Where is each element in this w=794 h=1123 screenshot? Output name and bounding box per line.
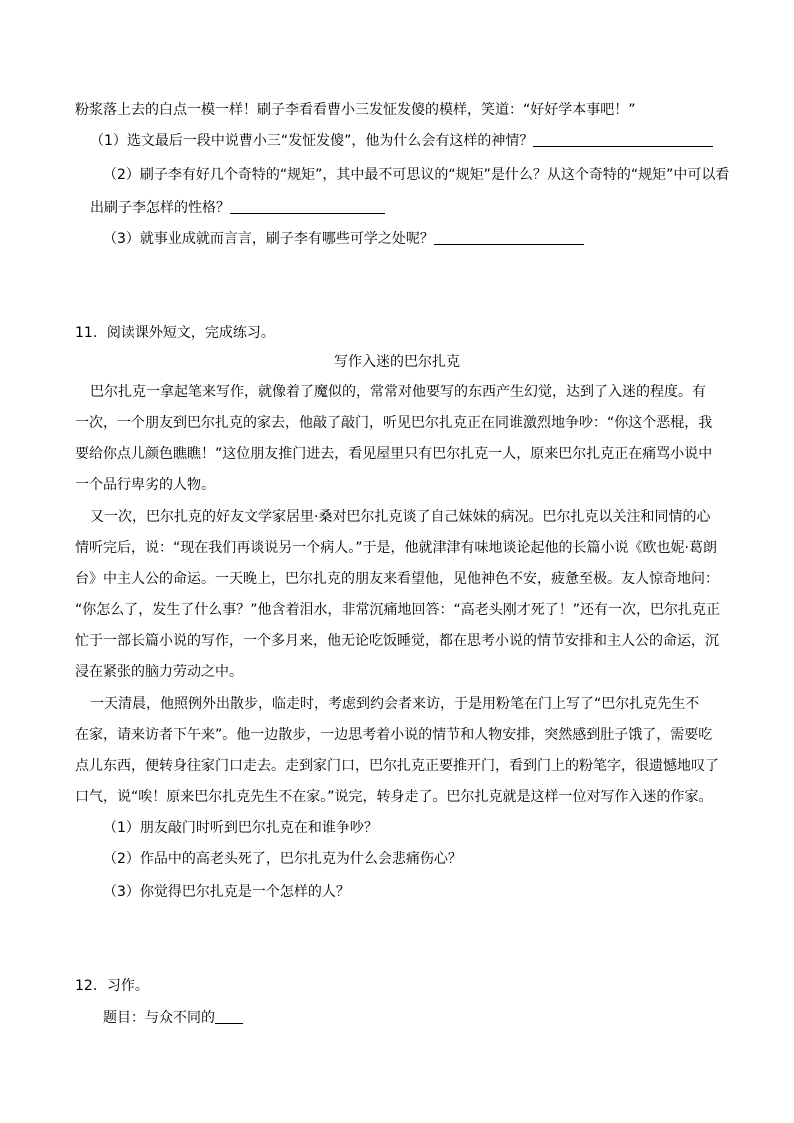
paragraph-line: 点儿东西，便转身往家门口走去。走到家门口，巴尔扎克正要推开门，看到门上的粉笔字，很遗憾地叹了 bbox=[75, 758, 719, 774]
q11-subquestion-2: （2）作品中的高老头死了，巴尔扎克为什么会悲痛伤心？ bbox=[103, 851, 462, 867]
paragraph-line: 一个品行卑劣的人物。 bbox=[75, 477, 215, 493]
answer-blank[interactable] bbox=[230, 199, 385, 214]
q11-subquestion-3: （3）你觉得巴尔扎克是一个怎样的人？ bbox=[103, 884, 350, 900]
q11-heading: 11．阅读课外短文，完成练习。 bbox=[75, 325, 275, 341]
paragraph-line: “你怎么了，发生了什么事？”他含着泪水，非常沉痛地回答：“高老头刚才死了！”还有一次，巴尔扎克正 bbox=[75, 602, 721, 618]
q10-passage-tail: 粉浆落上去的白点一模一样！刷子李看看曹小三发怔发傻的模样，笑道：“好好学本事吧！” bbox=[75, 102, 636, 118]
q12-heading: 12．习作。 bbox=[75, 978, 149, 994]
paragraph-line: 口气，说“唉！原来巴尔扎克先生不在家。”说完，转身走了。巴尔扎克就是这样一位对写作入迷的作家。 bbox=[75, 789, 713, 805]
answer-blank[interactable] bbox=[215, 1009, 243, 1024]
answer-blank[interactable] bbox=[434, 230, 584, 245]
q10-subquestion-2-line2: 出刷子李怎样的性格？ bbox=[0, 198, 794, 218]
paragraph-line: 忙于一部长篇小说的写作，一个多月来，他无论吃饭睡觉，都在思考小说的情节安排和主人公的命运，沉 bbox=[75, 633, 719, 649]
paragraph-line: 情听完后，说：“现在我们再谈说另一个病人。”于是，他就津津有味地谈论起他的长篇小说《欧也妮·葛朗 bbox=[75, 540, 717, 556]
q12-topic: 题目：与众不同的 bbox=[0, 1008, 794, 1028]
q11-subquestion-1: （1）朋友敲门时听到巴尔扎克在和谁争吵？ bbox=[103, 820, 378, 836]
paragraph-line: 浸在紧张的脑力劳动之中。 bbox=[75, 664, 243, 680]
answer-blank[interactable] bbox=[533, 132, 713, 147]
paragraph-line: 巴尔扎克一拿起笔来写作，就像着了魔似的，常常对他要写的东西产生幻觉，达到了入迷的程度。有 bbox=[90, 384, 706, 400]
q10-subquestion-2-line1: （2）刷子李有好几个奇特的“规矩”，其中最不可思议的“规矩”是什么？从这个奇特的“规矩”中可以看 bbox=[103, 167, 730, 183]
q10-subquestion-1: （1）选文最后一段中说曹小三“发怔发傻”，他为什么会有这样的神情？ bbox=[0, 131, 794, 151]
paragraph-line: 在家，请来访者下午来”。他一边散步，一边思考着小说的情节和人物安排，突然感到肚子饿了，需要吃 bbox=[75, 727, 713, 743]
q10-subquestion-3: （3）就事业成就而言言，刷子李有哪些可学之处呢？ bbox=[0, 229, 794, 249]
paragraph-line: 一次，一个朋友到巴尔扎克的家去，他敲了敲门，听见巴尔扎克正在同谁激烈地争吵：“你这个恶棍，我 bbox=[75, 415, 713, 431]
paragraph-line: 要给你点儿颜色瞧瞧！”这位朋友推门进去，看见屋里只有巴尔扎克一人，原来巴尔扎克正在痛骂小说中 bbox=[75, 446, 713, 462]
passage-title: 写作入迷的巴尔扎克 bbox=[334, 354, 460, 370]
paragraph-line: 又一次，巴尔扎克的好友文学家居里·桑对巴尔扎克谈了自己妹妹的病况。巴尔扎克以关注和同情的心 bbox=[90, 509, 711, 525]
paragraph-line: 一天清晨，他照例外出散步，临走时，考虑到约会者来访，于是用粉笔在门上写了“巴尔扎克先生不 bbox=[90, 696, 700, 712]
paragraph-line: 台》中主人公的命运。一天晚上，巴尔扎克的朋友来看望他，见他神色不安，疲惫至极。友人惊奇地问： bbox=[75, 571, 719, 587]
